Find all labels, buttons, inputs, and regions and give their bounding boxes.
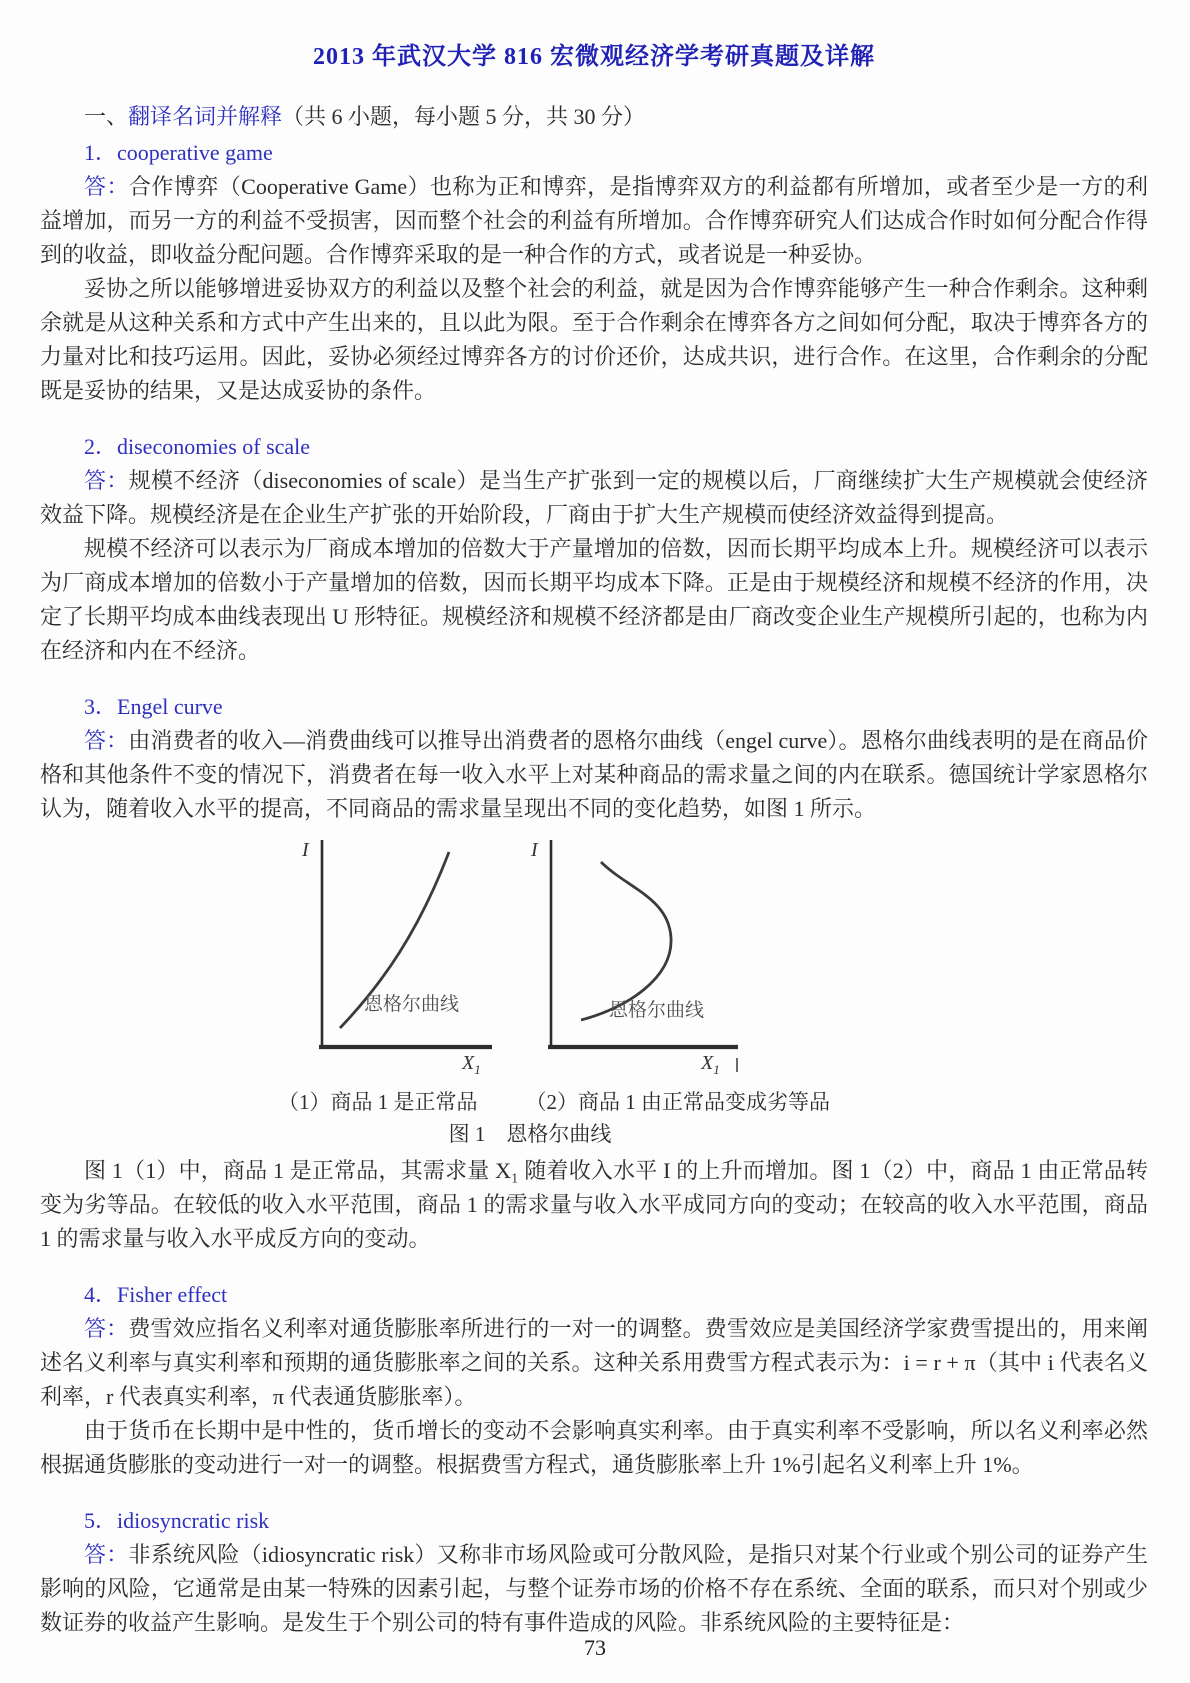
answer-prefix: 答：	[84, 1316, 129, 1341]
page-title: 2013 年武汉大学 816 宏微观经济学考研真题及详解	[313, 44, 875, 70]
item-2-paragraph-1	[40, 464, 1148, 532]
subcaption-right: （2）商品 1 由正常品变成劣等品	[525, 1090, 830, 1114]
item-4-paragraph-1	[40, 1312, 1148, 1414]
answer-prefix: 答：	[84, 728, 129, 753]
section-header	[40, 100, 1148, 134]
subcaption-left: （1）商品 1 是正常品	[278, 1090, 478, 1114]
section-heading: 翻译名词并解释	[128, 104, 283, 129]
item-1-heading: 1．cooperative game	[84, 140, 273, 165]
engel-chart-normal-good	[292, 832, 497, 1086]
item-4-heading: 4．Fisher effect	[84, 1282, 228, 1307]
item-2-answer-text: 规模不经济（diseconomies of scale）是当生产扩张到一定的规模以后，厂商继续扩大生产规模就会使经济效益下降。规模经济是在企业生产扩张的开始阶段，厂商由于扩大生产规模而使经济效益得到提高。	[40, 468, 1148, 527]
engel-curve-line	[581, 862, 671, 1020]
section-meta: （共 6 小题，每小题 5 分，共 30 分）	[282, 104, 646, 129]
figure-caption: 图 1 恩格尔曲线	[448, 1122, 612, 1146]
item-5-answer-text: 非系统风险（idiosyncratic risk）又称非市场风险或可分散风险，是指只对某个行业或个别公司的证券产生影响的风险，它通常是由某一特殊的因素引起，与整个证券市场的价格不存在系统、全面的联系，而只对个别或少数证券的收益产生影响。是发生于个别公司的特有事件造成的风险。非系统风险的主要特征是：	[40, 1542, 1148, 1635]
curve-label: 恩格尔曲线	[609, 1000, 705, 1021]
answer-prefix: 答：	[84, 1542, 129, 1567]
item-2-heading: 2．diseconomies of scale	[84, 434, 311, 459]
x-axis-label: $X_1$	[701, 1052, 720, 1076]
answer-prefix: 答：	[84, 468, 129, 493]
item-3-answer-text: 由消费者的收入—消费曲线可以推导出消费者的恩格尔曲线（engel curve）。恩格尔曲线表明的是在商品价格和其他条件不变的情况下，消费者在每一收入水平上对某种商品的需求量之间的内在联系。德国统计学家恩格尔认为，随着收入水平的提高，不同商品的需求量呈现出不同的变化趋势，如图 1 所示。	[40, 728, 1148, 821]
answer-prefix: 答：	[84, 174, 129, 199]
item-3-paragraph-2: 图 1（1）中，商品 1 是正常品，其需求量 X₁ 随着收入水平 I 的上升而增加。图 1（2）中，商品 1 由正常品转变为劣等品。在较低的收入水平范围，商品 1 的需求量与收入水平成同方向的变动；在较高的收入水平范围，商品 1 的需求量与收入水平成反方向的变动。	[40, 1158, 1148, 1251]
item-1-answer-text: 合作博弈（Cooperative Game）也称为正和博弈，是指博弈双方的利益都有所增加，或者至少是一方的利益增加，而另一方的利益不受损害，因而整个社会的利益有所增加。合作博弈研究人们达成合作时如何分配合作得到的收益，即收益分配问题。合作博弈采取的是一种合作的方式，或者说是一种妥协。	[40, 174, 1148, 267]
x-axis-label: $X_1$	[462, 1052, 481, 1076]
section-number: 一、	[84, 104, 129, 129]
y-axis-label: I	[531, 839, 538, 861]
y-axis-label: I	[302, 839, 309, 861]
item-1-paragraph-2: 妥协之所以能够增进妥协双方的利益以及整个社会的利益，就是因为合作博弈能够产生一种合作剩余。这种剩余就是从这种关系和方式中产生出来的，且以此为限。至于合作剩余在博弈各方之间如何分配，取决于博弈各方的力量对比和技巧运用。因此，妥协必须经过博弈各方的讨价还价，达成共识，进行合作。在这里，合作剩余的分配既是妥协的结果，又是达成妥协的条件。	[40, 276, 1148, 403]
item-1-paragraph-1	[40, 170, 1148, 272]
figure-engel-curves	[230, 832, 850, 1150]
item-4-answer-text: 费雪效应指名义利率对通货膨胀率所进行的一对一的调整。费雪效应是美国经济学家费雪提出的，用来阐述名义利率与真实利率和预期的通货膨胀率之间的关系。这种关系用费雪方程式表示为：i = r + π（其中 i 代表名义利率，r 代表真实利率，π 代表通货膨胀率）。	[40, 1316, 1148, 1409]
figure-subcaptions	[230, 1086, 850, 1118]
page-number: 73	[584, 1635, 606, 1660]
item-2-paragraph-2: 规模不经济可以表示为厂商成本增加的倍数大于产量增加的倍数，因而长期平均成本上升。规模经济可以表示为厂商成本增加的倍数小于产量增加的倍数，因而长期平均成本下降。正是由于规模经济和规模不经济的作用，决定了长期平均成本曲线表现出 U 形特征。规模经济和规模不经济都是由厂商改变企业生产规模所引起的，也称为内在经济和内在不经济。	[40, 536, 1148, 663]
engel-chart-inferior-good-svg	[523, 832, 745, 1076]
curve-label: 恩格尔曲线	[364, 994, 460, 1015]
item-4-paragraph-2: 由于货币在长期中是中性的，货币增长的变动不会影响真实利率。由于真实利率不受影响，所以名义利率必然根据通货膨胀的变动进行一对一的调整。根据费雪方程式，通货膨胀率上升 1%引起名义利率上升 1%。	[40, 1418, 1148, 1477]
item-5-heading: 5．idiosyncratic risk	[84, 1508, 270, 1533]
engel-chart-normal-good-svg	[292, 832, 497, 1076]
item-3-paragraph-1	[40, 724, 1148, 826]
item-5-paragraph-1	[40, 1538, 1148, 1640]
item-3-heading: 3．Engel curve	[84, 694, 223, 719]
engel-chart-inferior-good	[523, 832, 745, 1086]
charts-row	[230, 832, 850, 1086]
